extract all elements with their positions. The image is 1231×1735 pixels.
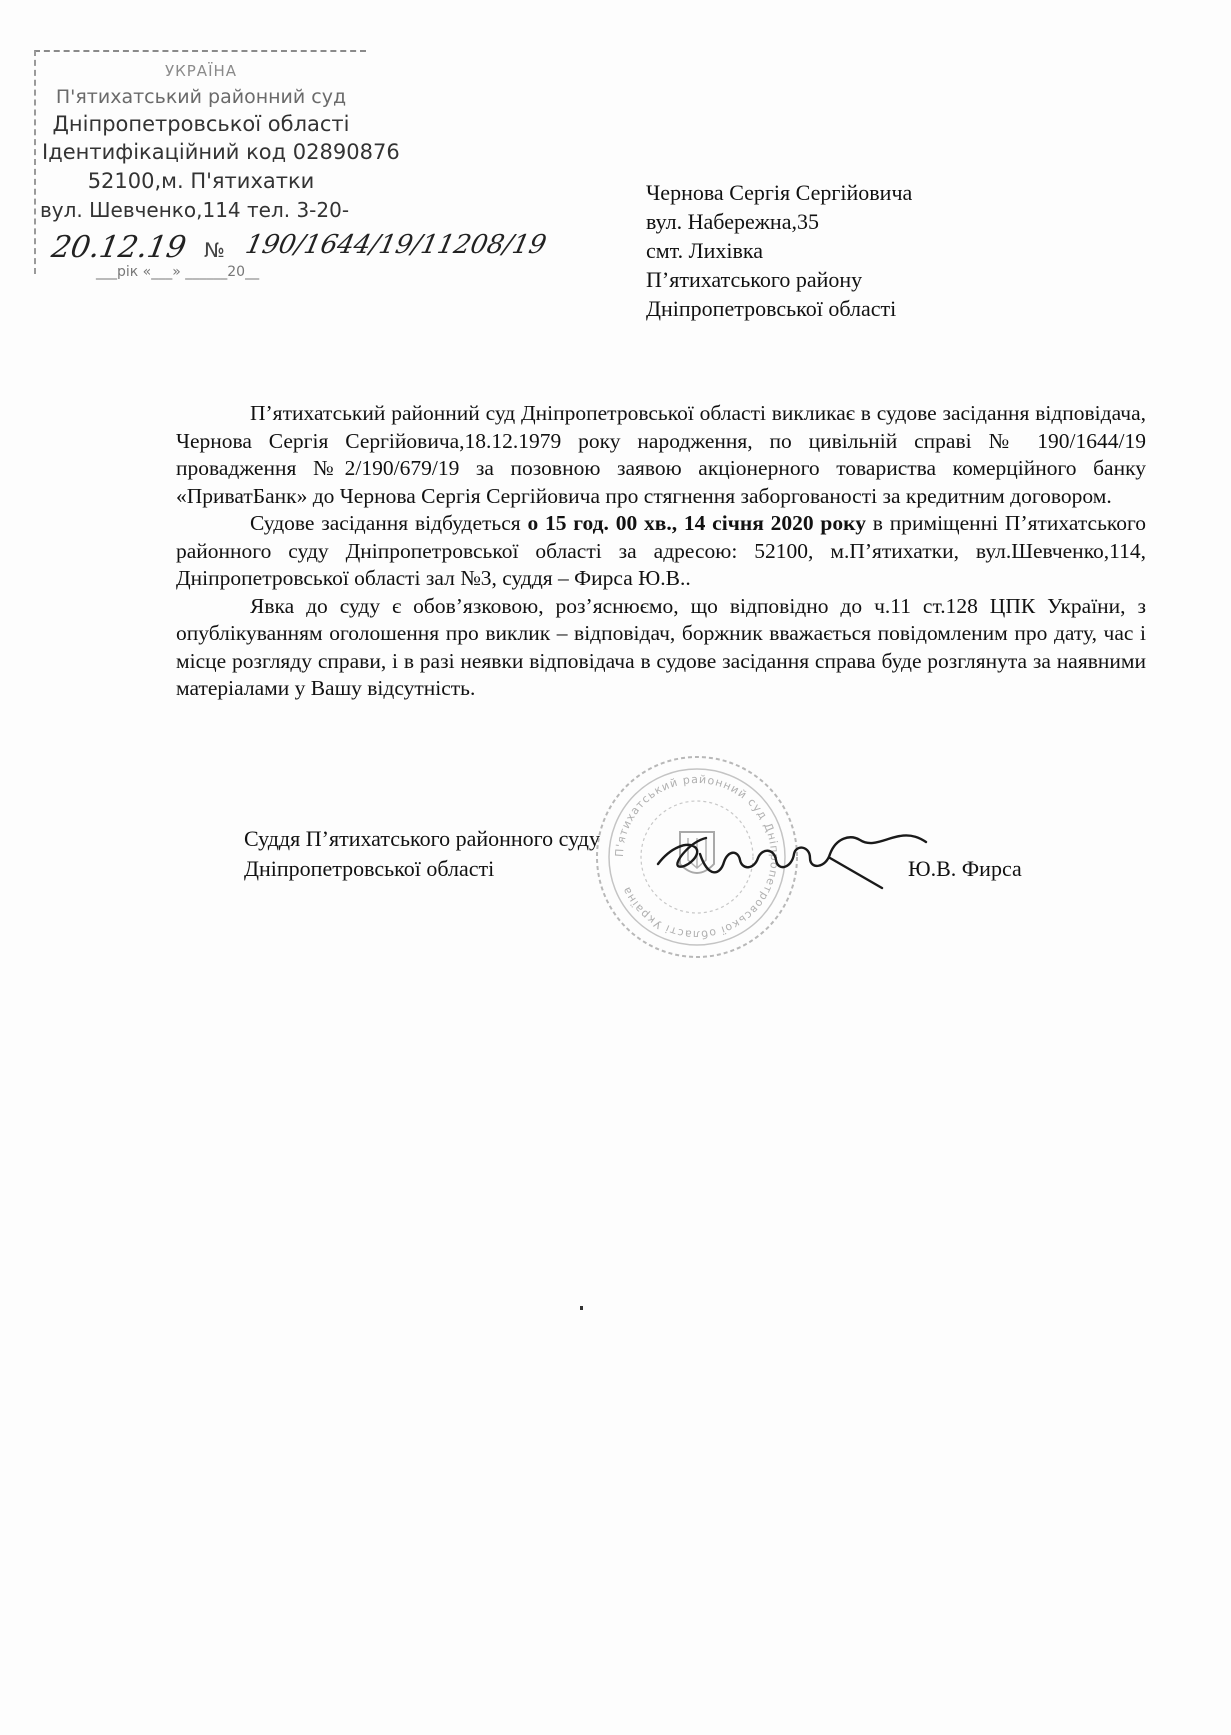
signer-title-line-1: Суддя П’ятихатського районного суду — [244, 826, 600, 851]
stamp-postal-city: 52100,м. П'ятихатки — [87, 169, 315, 193]
recipient-name: Чернова Сергія Сергійовича — [646, 180, 913, 205]
svg-text:П'ятихатський районний суд Дні: П'ятихатський районний суд Дніпропетровської області Україна — [612, 772, 782, 942]
summons-body — [176, 400, 1146, 703]
summons-paragraph-3: Явка до суду є обов’язковою, роз’яснюємо, що відповідно до ч.11 ст.128 ЦПК України, з опублікуванням оголошення про виклик – відповідач, боржник вважається повідомленим про дату, час і місце розгляду справи, і в разі неявки відповідача в судове засідання справа буде розглянута за наявними матеріалами у Вашу відсутність. — [176, 593, 1146, 700]
judge-signature-icon — [650, 818, 940, 898]
summons-paragraph-1: П’ятихатський районний суд Дніпропетровської області викликає в судове засідання відповідача, Чернова Сергія Сергійовича,18.12.1979 року народження, по цивільній справі № 190/1644/19 провадження №2/190/679/19 за позовною заявою акціонерного товариства комерційного банку «ПриватБанк» до Чернова Сергія Сергійовича про стягнення заборгованості за кредитним договором. — [176, 401, 1146, 508]
stamp-id-code: Ідентифікаційний код 02890876 — [42, 140, 400, 164]
recipient-town: смт. Лихівка — [646, 238, 763, 263]
stamp-year-line: ___рік «___» ______20__ — [96, 264, 260, 280]
stamp-outgoing-number: 190/1644/19/11208/19 — [242, 230, 549, 260]
stamp-number-sign: № — [204, 238, 225, 262]
stamp-country: УКРАЇНА — [164, 62, 238, 80]
signer-name: Ю.В. Фирса — [908, 856, 1022, 881]
outgoing-stamp — [34, 50, 549, 280]
p2-start: Судове засідання відбудеться — [250, 511, 528, 535]
stamp-date: 20.12.19 — [48, 230, 189, 265]
stamp-street-phone: вул. Шевченко,114 тел. 3-20- — [40, 198, 350, 222]
stamp-region: Дніпропетровської області — [52, 112, 350, 136]
p2-end: в приміщенні П’ятихатського районного суду Дніпропетровської області за адресою: 52100, м.П’ятихатки, вул.Шевченко,114, Дніпропетровської області зал №3, суддя – Фирса Ю.В.. — [176, 511, 1147, 590]
recipient-district: П’ятихатського району — [646, 267, 863, 292]
recipient-address — [646, 178, 912, 323]
summons-paragraph-2 — [176, 510, 1146, 593]
signer-title-line-2: Дніпропетровської області — [244, 856, 495, 881]
hearing-datetime: о 15 год. 00 хв., 14 січня 2020 року — [527, 511, 866, 535]
recipient-street: вул. Набережна,35 — [646, 209, 819, 234]
recipient-region: Дніпропетровської області — [646, 296, 897, 321]
scan-speck — [580, 1306, 583, 1310]
stamp-court-name: П'ятихатський районний суд — [55, 86, 347, 108]
